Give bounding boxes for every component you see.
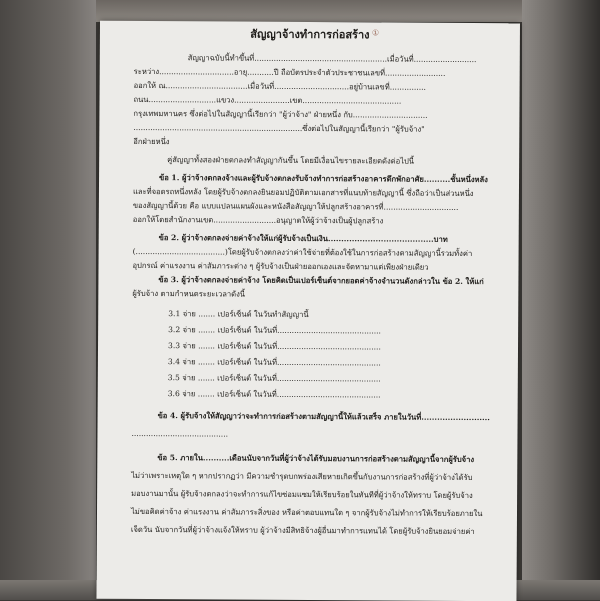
clause-5-line-2: ไม่ว่าเพราะเหตุใด ๆ หากปรากฏว่า มีความชำรุดบกพร่องเสียหายเกิดขึ้นกับงานการก่อสร้างที่ผู้ว่าจ้างได้รับ (131, 470, 473, 483)
clause-2-line-3: อุปกรณ์ ค่าแรงงาน ค่าสัมภาระต่าง ๆ ผู้รับจ้างเป็นฝ่ายออกเองและจัดหามาแต่เพียงฝ่ายเดียว (132, 260, 429, 272)
clause-5-line-4: ไม่ขอคิดค่าจ้าง ค่าแรงงาน ค่าสัมภาระสิ่งของ หรือค่าตอบแทนใด ๆ จากผู้รับจ้างไม่ทำการให้เรียบร้อยภายใน (130, 506, 483, 519)
clause-4-line-1: ข้อ 4. ผู้รับจ้างให้สัญญาว่าจะทำการก่อสร้างตามสัญญานี้ให้แล้วเสร็จ ภายในวันที่.......................... (157, 411, 490, 423)
document-title: สัญญาจ้างทำการก่อสร้าง (250, 27, 370, 42)
clause-2-line-2: (.....................................)โดยผู้รับจ้างตกลงว่าค่าใช้จ่ายที่ต้องใช้ในการก่อสร้างตามสัญญานี้รวมทั้งค่า (132, 246, 473, 258)
employer-definition-line: กรุงเทพมหานคร ซึ่งต่อไปในสัญญานี้เรียกว่า "ผู้ว่าจ้าง" ฝ่ายหนึ่ง กับ............................... (133, 108, 428, 120)
employer-address-line: ถนน............................แขวง.......................เขต......................................... (133, 94, 402, 106)
contractor-definition-line: ......................................................................ซึ่งต่อไปในสัญญานี้เรียกว่า "ผู้รับจ้าง" (133, 122, 425, 134)
clause-5-line-1: ข้อ 5. ภายใน..........เดือนนับจากวันที่ผู้ว่าจ้างได้รับมอบงานการก่อสร้างตามสัญญานี้จากผู้รับจ้าง (157, 453, 475, 465)
clause-5-line-5: เจ็ดวัน นับจากวันที่ผู้ว่าจ้างแจ้งให้ทราบ ผู้ว่าจ้างมีสิทธิจ้างผู้อื่นมาทำการแทนได้ โดยผู้รับจ้างยินยอมจ่ายค่า (130, 524, 475, 537)
table-surface-right (522, 0, 600, 600)
handwritten-mark: ① (371, 28, 380, 38)
payment-item-3-1: 3.1 จ่าย ....... เปอร์เซ็นต์ ในวันทำสัญญานี้ (168, 309, 309, 319)
payment-item-3-4: 3.4 จ่าย ....... เปอร์เซ็นต์ ในวันที่........................................... (167, 357, 381, 368)
payment-item-3-6: 3.6 จ่าย ....... เปอร์เซ็นต์ ในวันที่........................................... (167, 389, 381, 400)
payment-item-3-2: 3.2 จ่าย ....... เปอร์เซ็นต์ ในวันที่........................................... (168, 325, 382, 336)
other-party-line: อีกฝ่ายหนึ่ง (133, 136, 170, 147)
clause-1-line-1: ข้อ 1. ผู้ว่าจ้างตกลงจ้างและผู้รับจ้างตกลงรับจ้างทำการก่อสร้างอาคารตึกพักอาศัย..........ชั้นหนึ่งหลัง (159, 173, 488, 185)
clause-4-line-2: ........................................ (131, 428, 229, 439)
agreement-intro-line: คู่สัญญาทั้งสองฝ่ายตกลงทำสัญญากันขึ้น โดยมีเงื่อนไขรายละเอียดดังต่อไปนี้ (167, 155, 415, 166)
clause-1-line-3: ของสัญญานี้ด้วย คือ แบบแปลนแผนผังและหนังสือสัญญาให้ปลูกสร้างอาคารที่............................... (132, 200, 459, 212)
payment-item-3-3: 3.3 จ่าย ....... เปอร์เซ็นต์ ในวันที่........................................... (167, 341, 381, 352)
contract-page (96, 21, 520, 601)
clause-1-line-2: และที่จอดรถหนึ่งหลัง โดยผู้รับจ้างตกลงยินยอมปฏิบัติตามเอกสารที่แนบท้ายสัญญานี้ ซึ่งถือว่าเป็นส่วนหนึ่ง (132, 186, 474, 199)
clause-5-line-3: มอบงานมานั้น ผู้รับจ้างตกลงว่าจะทำการแก้ไขซ่อมแซมให้เรียบร้อยในทันทีที่ผู้ว่าจ้างให้ทราบ โดยผู้รับจ้าง (131, 488, 473, 501)
contract-place-date-line: สัญญาฉบับนี้ทำขึ้นที่.......................................................เมื่อวันที่.......................... (187, 53, 477, 65)
clause-2-line-1: ข้อ 2. ผู้ว่าจ้างตกลงจ่ายค่าจ้างให้แก่ผู้รับจ้างเป็นเงิน........................................บาท (158, 233, 448, 244)
employer-issue-line: ออกให้ ณ..................................เมื่อวันที่...............................อยู่บ้านเลขที่............... (133, 80, 426, 92)
employer-id-line: ระหว่าง...............................อายุ...........ปี ถือบัตรประจำตัวประชาชนเลขที่......................... (133, 66, 446, 78)
payment-item-3-5: 3.5 จ่าย ....... เปอร์เซ็นต์ ในวันที่........................................... (167, 373, 381, 384)
clause-3-line-1: ข้อ 3. ผู้ว่าจ้างตกลงจ่ายค่าจ้าง โดยคิดเป็นเปอร์เซ็นต์จากยอดค่าจ้างจำนวนดังกล่าวใน ข้อ 2. ให้แก่ (158, 275, 484, 287)
clause-3-line-2: ผู้รับจ้าง ตามกำหนดระยะเวลาดังนี้ (132, 288, 246, 299)
clause-1-line-4: ออกให้โดยสำนักงานเขต..........................อนุญาตให้ผู้ว่าจ้างเป็นผู้ปลูกสร้าง (132, 214, 384, 226)
table-surface-left (0, 0, 96, 600)
